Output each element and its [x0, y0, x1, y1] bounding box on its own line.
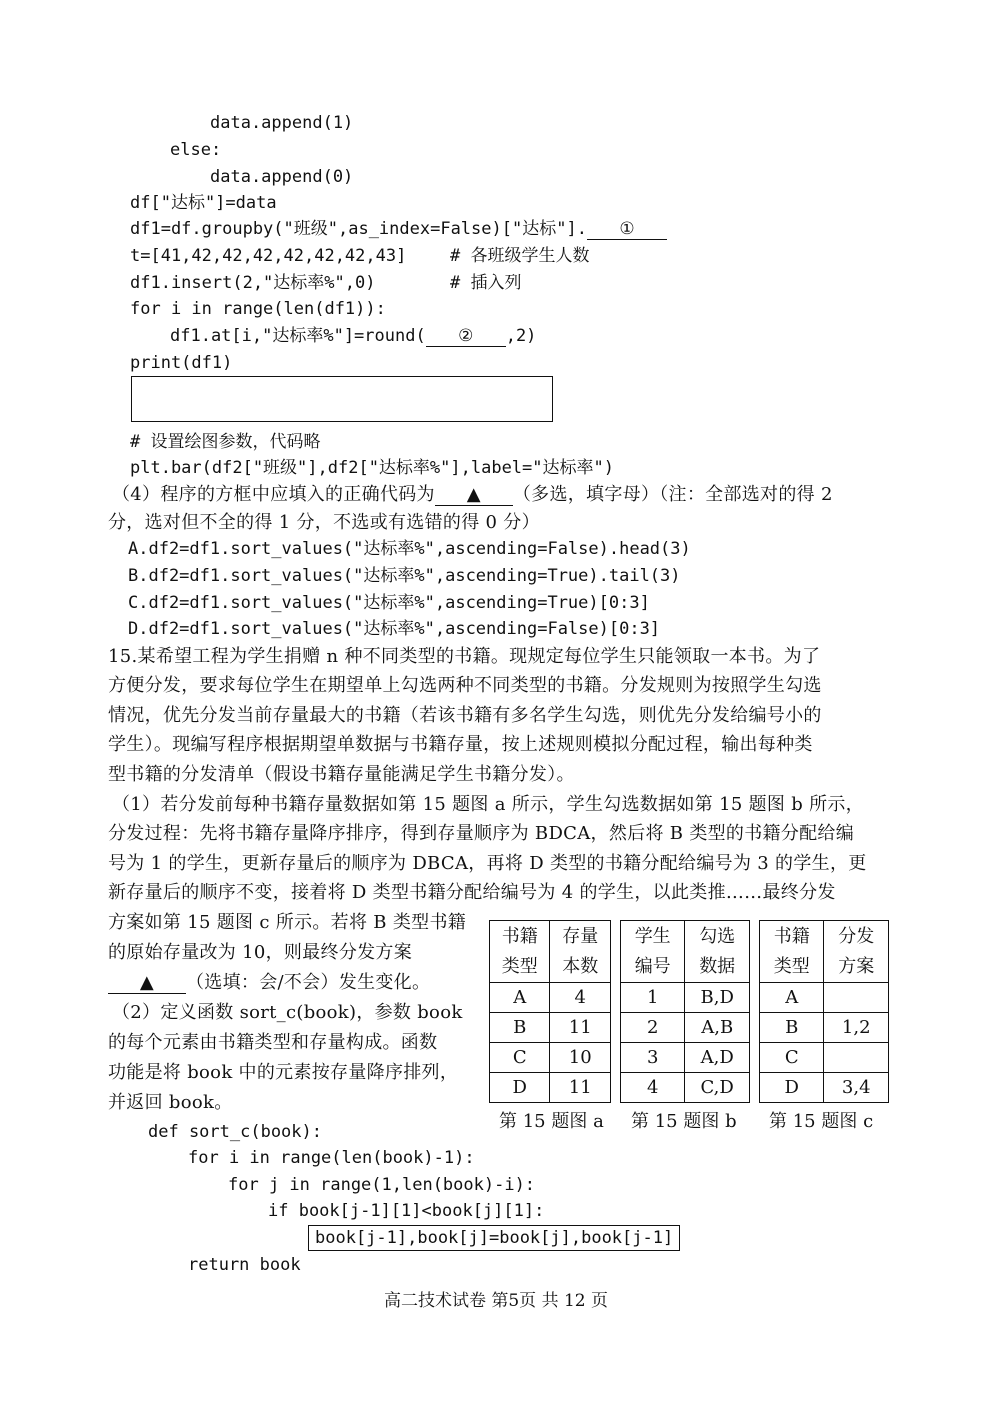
code-comment: # 各班级学生人数 [450, 246, 590, 266]
table-cell: A,D [685, 1043, 750, 1073]
table-cell: C [490, 1043, 550, 1073]
figure-a-caption: 第 15 题图 a [499, 1111, 604, 1132]
blank-2: ② [426, 326, 506, 347]
q15-sub1: 新存量后的顺序不变，接着将 D 类型书籍分配给编号为 4 的学生，以此类推……最终分发 [108, 882, 836, 903]
q15-sub2: 功能是将 book 中的元素按存量降序排列， [108, 1062, 459, 1083]
question-4-line2: 分，选对但不全的得 1 分，不选或有选错的得 0 分） [108, 512, 540, 533]
table-cell: C,D [685, 1073, 750, 1103]
table-cell: A [490, 983, 550, 1013]
q15-sub2: 的每个元素由书籍类型和存量构成。函数 [108, 1032, 438, 1053]
option-a: A.df2=df1.sort_values("达标率%",ascending=False).head(3) [128, 539, 691, 559]
blank-1: ① [587, 219, 667, 240]
figure-c-caption: 第 15 题图 c [769, 1111, 874, 1132]
code-text: ,2) [505, 326, 537, 346]
code-line [130, 217, 667, 241]
option-b: B.df2=df1.sort_values("达标率%",ascending=True).tail(3) [128, 566, 681, 586]
table-cell: A,B [685, 1013, 750, 1043]
q15-sub1 [108, 970, 430, 996]
table-cell: 1,2 [824, 1013, 889, 1043]
figure-b-table [620, 920, 750, 1103]
code-line: df["达标"]=data [130, 193, 277, 213]
table-cell: A [760, 983, 824, 1013]
q15-sub1: 号为 1 的学生，更新存量后的顺序为 DBCA，再将 D 类型的书籍分配给编号为 3 的学生，更 [108, 853, 867, 874]
table-cell: 4 [550, 983, 611, 1013]
q15-sub2: （2）定义函数 sort_c(book)，参数 book [112, 1002, 463, 1023]
table-cell: 4 [621, 1073, 685, 1103]
code-line: for i in range(len(book)-1): [188, 1148, 475, 1168]
table-cell: B [760, 1013, 824, 1043]
code-line: plt.bar(df2["班级"],df2["达标率%"],label="达标率") [130, 458, 614, 478]
q15-sub1: 分发过程：先将书籍存量降序排序，得到存量顺序为 BDCA，然后将 B 类型的书籍分配给编 [108, 823, 855, 844]
header-cell: 书籍 类型 [490, 921, 550, 983]
code-line: df1.insert(2,"达标率%",0) [130, 273, 376, 293]
code-line: # 设置绘图参数，代码略 [130, 432, 321, 452]
q15-sub1: （1）若分发前每种书籍存量数据如第 15 题图 a 所示，学生勾选数据如第 15 题图 b 所示， [112, 794, 864, 815]
q15-para: 方便分发，要求每位学生在期望单上勾选两种不同类型的书籍。分发规则为按照学生勾选 [108, 675, 822, 696]
code-line: def sort_c(book): [148, 1122, 322, 1142]
code-line: data.append(0) [210, 167, 354, 187]
q15-sub1: 的原始存量改为 10，则最终分发方案 [108, 942, 413, 963]
table-cell: D [490, 1073, 550, 1103]
page-footer: 高二技术试卷 第5页 共 12 页 [383, 1291, 609, 1311]
table-cell [824, 983, 889, 1013]
code-line: else: [170, 140, 222, 160]
q15-para: 15.某希望工程为学生捐赠 n 种不同类型的书籍。现规定每位学生只能领取一本书。为了 [108, 646, 821, 667]
option-d: D.df2=df1.sort_values("达标率%",ascending=False)[0:3] [128, 619, 661, 639]
header-cell: 书籍 类型 [760, 921, 824, 983]
code-line: return book [188, 1255, 301, 1275]
table-cell: 3,4 [824, 1073, 889, 1103]
table-cell: 3 [621, 1043, 685, 1073]
header-cell: 学生 编号 [621, 921, 685, 983]
code-line: data.append(1) [210, 113, 354, 133]
table-cell: 11 [550, 1073, 611, 1103]
answer-box [131, 376, 553, 422]
q15-sub1: 方案如第 15 题图 c 所示。若将 B 类型书籍 [108, 912, 467, 933]
code-comment: # 插入列 [450, 273, 522, 293]
table-cell: B,D [685, 983, 750, 1013]
table-cell: 2 [621, 1013, 685, 1043]
table-cell: D [760, 1073, 824, 1103]
table-cell: B [490, 1013, 550, 1043]
header-cell: 存量 本数 [550, 921, 611, 983]
q15-para: 型书籍的分发清单（假设书籍存量能满足学生书籍分发）。 [108, 764, 575, 785]
blank-q4: ▲ [435, 485, 513, 506]
figure-b-caption: 第 15 题图 b [631, 1111, 737, 1132]
code-line: for i in range(len(df1)): [130, 299, 386, 319]
code-line: print(df1) [130, 353, 233, 373]
figure-c-table [759, 920, 889, 1103]
table-cell: 1 [621, 983, 685, 1013]
code-text: df1.at[i,"达标率%"]=round( [170, 326, 426, 346]
table-cell: 11 [550, 1013, 611, 1043]
code-line: for j in range(1,len(book)-i): [228, 1175, 536, 1195]
header-cell: 勾选 数据 [685, 921, 750, 983]
code-boxed-line: book[j-1],book[j]=book[j],book[j-1] [308, 1225, 680, 1251]
q15-sub2: 并返回 book。 [108, 1092, 233, 1113]
table-cell: C [760, 1043, 824, 1073]
header-cell: 分发 方案 [824, 921, 889, 983]
question-text: （多选，填字母）（注：全部选对的得 2 [512, 484, 833, 505]
blank-q15-1: ▲ [108, 973, 186, 994]
figure-a-table [489, 920, 611, 1103]
q15-para: 学生）。现编写程序根据期望单数据与书籍存量，按上述规则模拟分配过程，输出每种类 [108, 734, 813, 755]
question-text: （4）程序的方框中应填入的正确代码为 [112, 484, 435, 505]
code-line: t=[41,42,42,42,42,42,42,43] [130, 246, 407, 266]
table-cell [824, 1043, 889, 1073]
q15-para: 情况，优先分发当前存量最大的书籍（若该书籍有多名学生勾选，则优先分发给编号小的 [108, 705, 822, 726]
code-line [170, 324, 536, 348]
question-4-line1 [112, 482, 833, 508]
table-cell: 10 [550, 1043, 611, 1073]
code-line: if book[j-1][1]<book[j][1]: [268, 1201, 545, 1221]
code-text: df1=df.groupby("班级",as_index=False)["达标"]. [130, 219, 587, 239]
question-text: （选填：会/不会）发生变化。 [186, 972, 431, 993]
option-c: C.df2=df1.sort_values("达标率%",ascending=True)[0:3] [128, 593, 650, 613]
